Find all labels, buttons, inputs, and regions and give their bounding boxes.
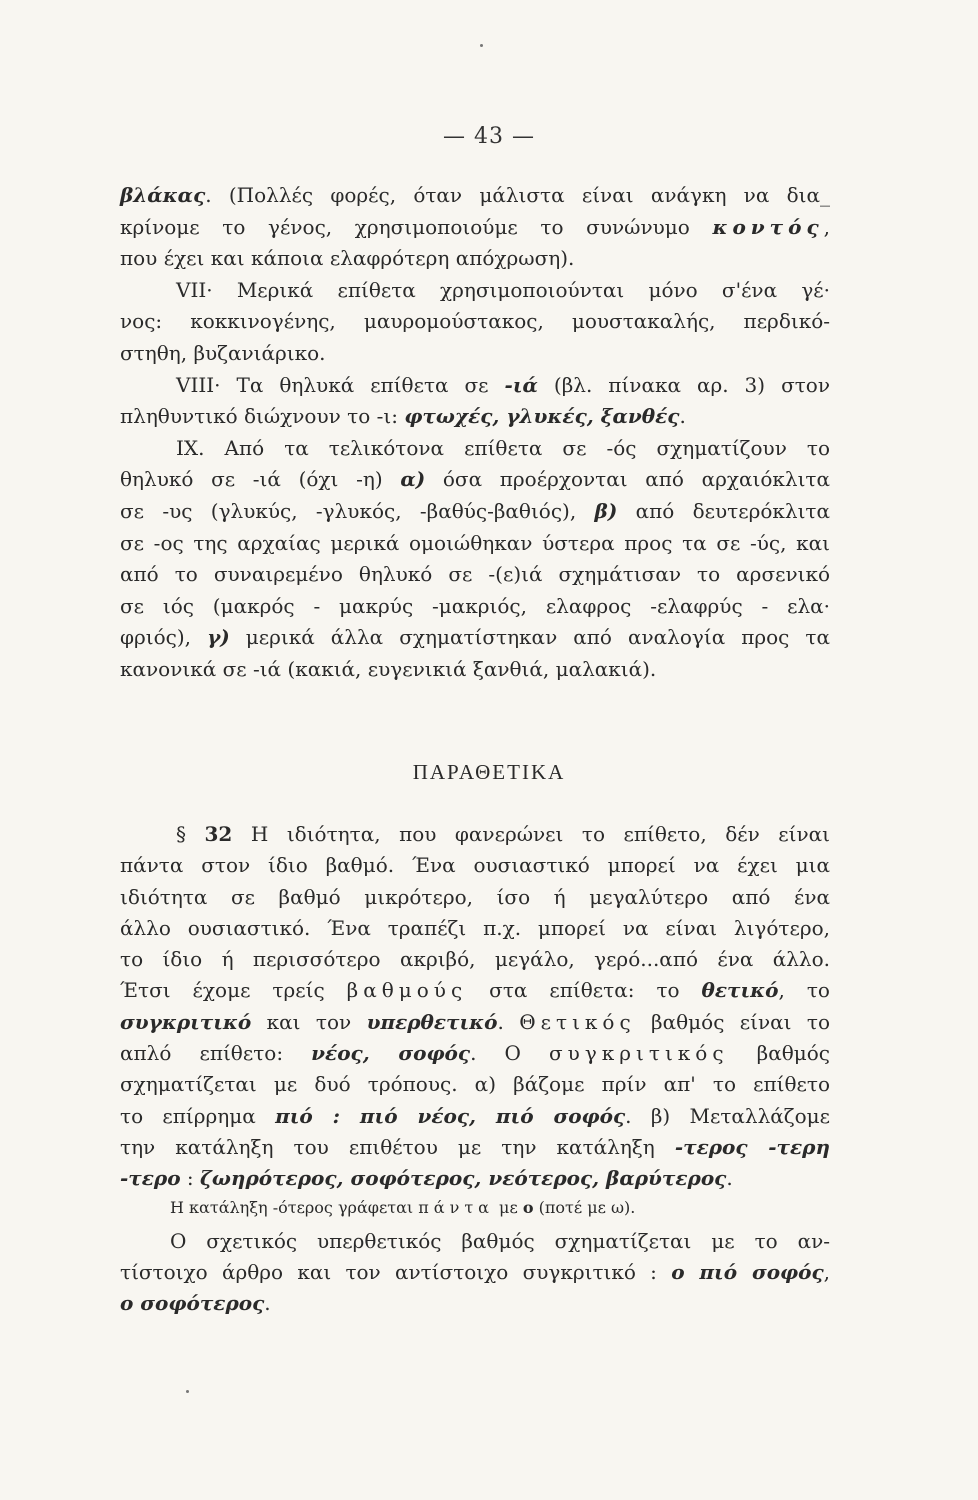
- text-line: [120, 1288, 830, 1319]
- emphasized-term: πιό : πιό νέος, πιό σοφός: [275, 1103, 626, 1128]
- text-run: 32: [204, 822, 233, 846]
- text-run: άλλο ουσιαστικό. Ένα τραπέζι π.χ. μπορεί να είναι λιγότερο,: [120, 915, 830, 940]
- text-run: σε ιός (μακρός - μακρύς -μακριός, ελαφρος -ελαφρύς - ελα·: [120, 593, 830, 618]
- text-run: θηλυκό σε -ιά (όχι -η): [120, 467, 401, 492]
- text-run: Έτσι έχομε τρείς: [120, 978, 347, 1003]
- text-run: στηθη, βυζανιάρικο.: [120, 340, 326, 365]
- text-line: [120, 975, 830, 1006]
- text-run: απλό επίθετο:: [120, 1041, 312, 1066]
- text-line: [120, 1257, 830, 1288]
- emphasized-term: α): [400, 467, 426, 492]
- text-line: [120, 1038, 830, 1069]
- emphasized-term: -ιά: [504, 372, 538, 397]
- text-run: και τον: [251, 1009, 367, 1034]
- text-run: από το συναιρεμένο θηλυκό σε -(ε)ιά σχημάτισαν το αρσενικό: [120, 562, 830, 587]
- text-line: [120, 212, 830, 244]
- text-line: [120, 1101, 830, 1132]
- text-block-adjective-rules: [120, 180, 830, 686]
- text-run: (βλ. πίνακα αρ. 3) στον: [537, 372, 830, 397]
- text-run: .: [264, 1291, 271, 1316]
- text-run: τίστοιχο άρθρο και τον αντίστοιχο συγκριτικό :: [120, 1260, 672, 1285]
- text-run: την κατάληξη του επιθέτου με την κατάληξη: [120, 1134, 675, 1159]
- text-run: VIII· Τα θηλυκά επίθετα σε: [176, 372, 505, 397]
- text-run: μερικά άλλα σχηματίστηκαν από αναλογία προς τα: [229, 625, 830, 650]
- text-run: .: [726, 1166, 733, 1191]
- page-number: — 43 —: [443, 124, 535, 149]
- text-line: [120, 180, 830, 212]
- text-run: σε -ος της αρχαίας μερικά ομοιώθηκαν ύστερα προς τα σε -ύς, και: [120, 530, 830, 555]
- emphasized-term: υπερθετικό: [366, 1009, 498, 1034]
- emphasized-term: ζωηρότερος, σοφότερος, νεότερος, βαρύτερος: [200, 1166, 727, 1191]
- text-run: με: [493, 1197, 523, 1217]
- text-line: [120, 882, 830, 913]
- text-line: [120, 401, 830, 433]
- text-run: . (Πολλές φορές, όταν μάλιστα είναι ανάγκη να δια_: [205, 183, 830, 207]
- text-run: στα επίθετα: το: [467, 978, 702, 1003]
- emphasized-term: κοντός: [712, 214, 824, 239]
- text-run: :: [180, 1166, 201, 1191]
- emphasized-term: βλάκας: [120, 183, 206, 207]
- text-line: [120, 243, 830, 275]
- text-line: [120, 622, 830, 654]
- text-run: κανονικά σε -ιά (κακιά, ευγενικιά ξανθιά, μαλακιά).: [120, 656, 657, 681]
- text-run: . β) Μεταλλάζομε: [625, 1103, 831, 1128]
- text-run: Ο σχετικός υπερθετικός βαθμός σχηματίζεται με το αν-: [170, 1228, 830, 1253]
- emphasized-term: -τερο: [120, 1166, 181, 1191]
- text-run: σχηματίζεται με δυό τρόπους. α) βάζομε πρίν απ' το επίθετο: [120, 1072, 830, 1097]
- text-run: ,: [823, 1260, 831, 1285]
- text-run: ,: [823, 214, 830, 239]
- text-run: όσα προέρχονται από αρχαιόκλιτα: [425, 467, 830, 492]
- emphasized-term: -τερος -τερη: [674, 1134, 830, 1159]
- text-line: [120, 850, 830, 881]
- text-run: το ίδιο ή περισσότερο ακριβό, μεγάλο, γερό...από ένα άλλο.: [120, 947, 830, 972]
- text-line: [120, 559, 830, 591]
- text-line: [120, 338, 830, 370]
- text-line: [120, 913, 830, 944]
- text-run: κρίνομε το γένος, χρησιμοποιούμε το συνώνυμο: [120, 214, 713, 239]
- text-run: VII· Μερικά επίθετα χρησιμοποιούνται μόνο σ'ένα γέ·: [176, 277, 830, 302]
- text-line: [120, 306, 830, 338]
- spaced-term: Θετικός: [519, 1009, 636, 1034]
- paper-speck: [480, 44, 483, 47]
- section-heading: ΠΑΡΑΘΕΤΙΚΑ: [412, 760, 566, 784]
- text-run: IX. Από τα τελικότονα επίθετα σε -ός σχηματίζουν το: [176, 435, 830, 460]
- emphasized-term: ο σοφότερος: [120, 1291, 265, 1316]
- emphasized-term: ο πιό σοφός: [671, 1260, 824, 1285]
- text-line: [120, 944, 830, 975]
- emphasized-term: γ): [207, 625, 230, 650]
- text-run: (ποτέ με ω).: [533, 1197, 636, 1217]
- text-run: σε -υς (γλυκύς, -γλυκός, -βαθύς-βαθιός),: [120, 498, 595, 523]
- text-line: [120, 1195, 830, 1226]
- text-run: . Ο: [470, 1041, 550, 1066]
- emphasized-term: συγκριτικό: [120, 1009, 252, 1034]
- text-line: [120, 1069, 830, 1100]
- text-run: , το: [778, 978, 830, 1003]
- text-run: φριός),: [120, 625, 208, 650]
- text-line: [120, 496, 830, 528]
- emphasized-term: β): [594, 498, 618, 523]
- text-line: [120, 370, 830, 402]
- text-line: [120, 1163, 830, 1194]
- text-run: βαθμός είναι το: [635, 1009, 830, 1034]
- emphasized-term: φτωχές, γλυκές, ξανθές: [404, 404, 680, 429]
- text-run: .: [497, 1009, 520, 1034]
- paper-speck: [186, 1390, 189, 1393]
- text-run: ο: [522, 1197, 534, 1217]
- text-run: .: [679, 404, 686, 429]
- text-line: [120, 464, 830, 496]
- text-line: [120, 654, 830, 686]
- text-line: [120, 1007, 830, 1038]
- text-run: Η ιδιότητα, που φανερώνει το επίθετο, δέν είναι: [232, 822, 830, 846]
- spaced-term: συγκριτικός: [549, 1041, 729, 1066]
- text-run: βαθμός: [728, 1041, 830, 1066]
- text-line: [120, 1132, 830, 1163]
- text-line: [120, 528, 830, 560]
- text-line: [120, 591, 830, 623]
- text-run: ιδιότητα σε βαθμό μικρότερο, ίσο ή μεγαλύτερο από ένα: [120, 884, 830, 909]
- text-line: [120, 275, 830, 307]
- text-line: [120, 433, 830, 465]
- text-run: Η κατάληξη -ότερος γράφεται: [170, 1197, 419, 1217]
- text-run: από δευτερόκλιτα: [617, 498, 830, 523]
- text-run: νος: κοκκινογένης, μαυρομούστακος, μουστακαλής, περδικό-: [120, 309, 830, 334]
- spaced-term: βαθμούς: [346, 978, 468, 1003]
- emphasized-term: θετικό: [701, 978, 779, 1003]
- text-line: [120, 1226, 830, 1257]
- text-run: το επίρρημα: [120, 1103, 276, 1128]
- spaced-term: πάντα: [418, 1197, 494, 1217]
- text-run: §: [176, 822, 205, 846]
- text-run: που έχει και κάποια ελαφρότερη απόχρωση).: [120, 246, 575, 271]
- text-run: πληθυντικό διώχνουν το -ι:: [120, 404, 405, 429]
- text-block-degrees-of-comparison: [120, 819, 830, 1320]
- emphasized-term: νέος, σοφός: [311, 1041, 471, 1066]
- text-run: πάντα στον ίδιο βαθμό. Ένα ουσιαστικό μπορεί να έχει μια: [120, 853, 830, 878]
- text-line: [120, 819, 830, 850]
